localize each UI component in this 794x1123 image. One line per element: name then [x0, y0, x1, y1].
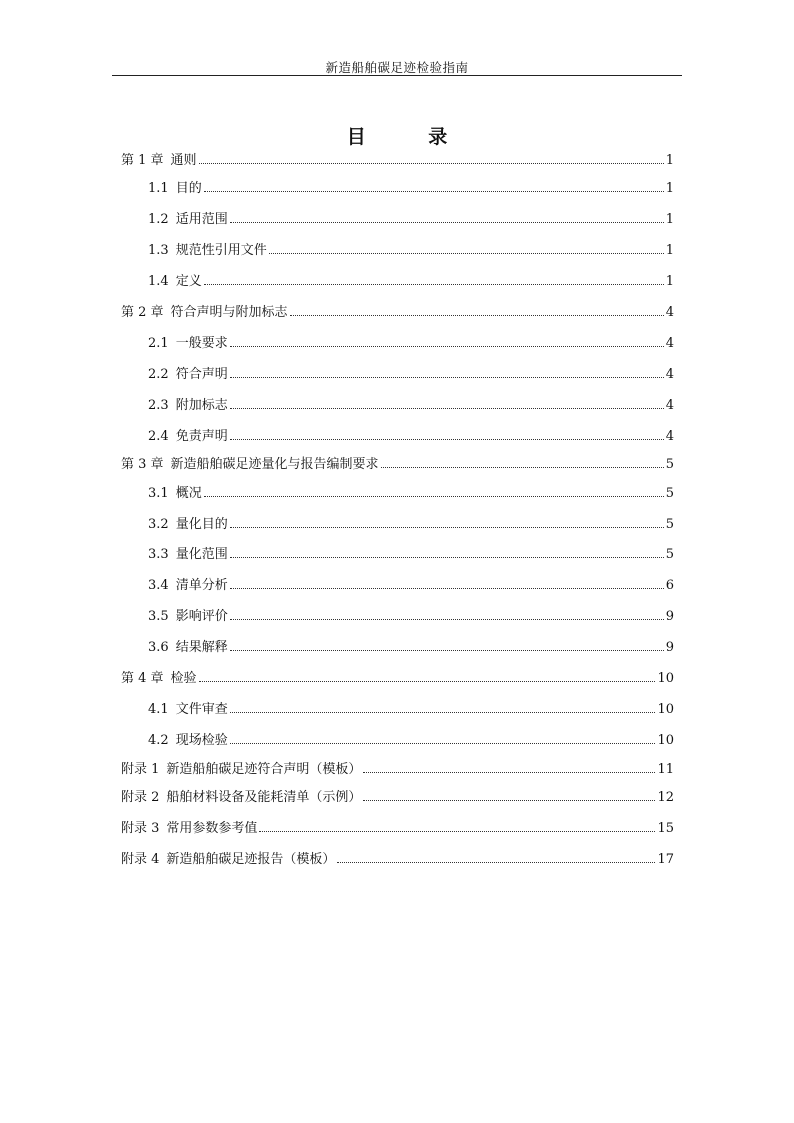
toc-entry-page-number: 1 [665, 212, 674, 227]
toc-entry-number: 3.6 [148, 640, 169, 655]
toc-entry-label: 符合声明与附加标志 [170, 305, 288, 320]
toc-entry-number: 3.2 [148, 517, 169, 532]
toc-entry[interactable] [121, 671, 674, 687]
toc-entry-number: 2.3 [148, 398, 169, 413]
toc-entry-page-number: 12 [657, 790, 674, 805]
toc-entry-number: 第 2 章 [121, 305, 164, 320]
toc-entry-page-number: 4 [665, 305, 674, 320]
toc-entry-label: 检验 [170, 671, 197, 686]
dot-leader [230, 408, 664, 409]
toc-entry-label: 新造船舶碳足迹量化与报告编制要求 [170, 457, 379, 472]
toc-entry-page-number: 4 [665, 336, 674, 351]
toc-entry-number: 第 3 章 [121, 457, 164, 472]
toc-entry[interactable] [121, 852, 674, 868]
toc-entry-page-number: 1 [665, 153, 674, 168]
dot-leader [230, 712, 656, 713]
toc-entry-label: 定义 [175, 274, 202, 289]
toc-entry[interactable] [148, 429, 674, 445]
dot-leader [230, 527, 664, 528]
dot-leader [199, 163, 664, 164]
toc-entry[interactable] [121, 762, 674, 778]
toc-entry-number: 附录 1 [121, 762, 160, 777]
toc-entry-label: 概况 [175, 486, 202, 501]
dot-leader [381, 467, 664, 468]
header-rule [112, 75, 682, 76]
toc-entry-page-number: 10 [657, 671, 674, 686]
toc-entry-page-number: 9 [665, 609, 674, 624]
toc-entry-label: 免责声明 [175, 429, 228, 444]
toc-entry-page-number: 10 [657, 733, 674, 748]
toc-entry-label: 结果解释 [175, 640, 228, 655]
dot-leader [204, 496, 664, 497]
toc-entry-number: 4.1 [148, 702, 169, 717]
toc-entry[interactable] [121, 305, 674, 321]
toc-entry-page-number: 5 [665, 457, 674, 472]
dot-leader [230, 557, 664, 558]
toc-entry-label: 量化范围 [175, 547, 228, 562]
toc-entry[interactable] [148, 274, 674, 290]
toc-entry-page-number: 4 [665, 429, 674, 444]
dot-leader [363, 772, 655, 773]
toc-entry-number: 附录 4 [121, 852, 160, 867]
dot-leader [230, 346, 664, 347]
toc-entry-number: 1.1 [148, 181, 169, 196]
toc-entry[interactable] [148, 181, 674, 197]
toc-entry-page-number: 5 [665, 517, 674, 532]
toc-entry-page-number: 17 [657, 852, 674, 867]
running-header: 新造船舶碳足迹检验指南 [325, 60, 469, 75]
toc-entry-page-number: 1 [665, 274, 674, 289]
toc-entry[interactable] [121, 457, 674, 473]
toc-entry[interactable] [148, 212, 674, 228]
toc-entry-number: 第 4 章 [121, 671, 164, 686]
toc-entry[interactable] [148, 702, 674, 718]
dot-leader [230, 377, 664, 378]
toc-entry-number: 2.1 [148, 336, 169, 351]
toc-entry-label: 常用参数参考值 [166, 821, 258, 836]
toc-entry-label: 一般要求 [175, 336, 228, 351]
toc-entry-number: 2.2 [148, 367, 169, 382]
toc-entry-label: 新造船舶碳足迹报告（模板） [166, 852, 336, 867]
dot-leader [230, 619, 664, 620]
toc-entry[interactable] [148, 398, 674, 414]
toc-entry-label: 影响评价 [175, 609, 228, 624]
toc-entry[interactable] [121, 153, 674, 169]
dot-leader [230, 650, 664, 651]
toc-entry-label: 清单分析 [175, 578, 228, 593]
dot-leader [337, 862, 655, 863]
toc-entry-page-number: 9 [665, 640, 674, 655]
dot-leader [259, 831, 655, 832]
dot-leader [269, 253, 664, 254]
toc-entry-label: 文件审查 [175, 702, 228, 717]
toc-entry-page-number: 5 [665, 486, 674, 501]
toc-entry-number: 1.3 [148, 243, 169, 258]
toc-entry-label: 船舶材料设备及能耗清单（示例） [166, 790, 362, 805]
toc-entry-label: 规范性引用文件 [175, 243, 267, 258]
toc-entry[interactable] [148, 367, 674, 383]
toc-entry-page-number: 6 [665, 578, 674, 593]
toc-entry[interactable] [148, 336, 674, 352]
dot-leader [230, 222, 664, 223]
dot-leader [230, 588, 664, 589]
toc-entry-page-number: 11 [657, 762, 674, 777]
dot-leader [290, 315, 664, 316]
dot-leader [363, 800, 655, 801]
toc-entry-number: 3.1 [148, 486, 169, 501]
toc-entry-label: 目的 [175, 181, 202, 196]
toc-entry-label: 量化目的 [175, 517, 228, 532]
toc-entry-page-number: 5 [665, 547, 674, 562]
dot-leader [230, 439, 664, 440]
toc-entry-label: 符合声明 [175, 367, 228, 382]
toc-entry-label: 附加标志 [175, 398, 228, 413]
toc-entry-number: 1.4 [148, 274, 169, 289]
toc-entry-page-number: 15 [657, 821, 674, 836]
toc-entry[interactable] [148, 733, 674, 749]
toc-entry-number: 附录 2 [121, 790, 160, 805]
toc-entry-number: 附录 3 [121, 821, 160, 836]
toc-entry-page-number: 4 [665, 398, 674, 413]
toc-entry-page-number: 1 [665, 243, 674, 258]
toc-entry[interactable] [148, 517, 674, 533]
toc-entry-label: 现场检验 [175, 733, 228, 748]
toc-entry-number: 1.2 [148, 212, 169, 227]
dot-leader [199, 681, 656, 682]
toc-entry-page-number: 1 [665, 181, 674, 196]
dot-leader [230, 743, 656, 744]
toc-entry[interactable] [121, 790, 674, 806]
toc-entry-number: 3.5 [148, 609, 169, 624]
toc-entry-label: 适用范围 [175, 212, 228, 227]
dot-leader [204, 191, 664, 192]
toc-entry-number: 3.4 [148, 578, 169, 593]
toc-entry[interactable] [121, 821, 674, 837]
toc-entry[interactable] [148, 547, 674, 563]
toc-entry-page-number: 4 [665, 367, 674, 382]
toc-title: 目 录 [346, 126, 476, 148]
toc-entry-page-number: 10 [657, 702, 674, 717]
toc-entry-number: 4.2 [148, 733, 169, 748]
toc-entry[interactable] [148, 243, 674, 259]
toc-entry[interactable] [148, 609, 674, 625]
toc-entry[interactable] [148, 486, 674, 502]
toc-entry-number: 2.4 [148, 429, 169, 444]
toc-entry-number: 3.3 [148, 547, 169, 562]
toc-entry-label: 通则 [170, 153, 197, 168]
toc-entry[interactable] [148, 578, 674, 594]
dot-leader [204, 284, 664, 285]
toc-entry[interactable] [148, 640, 674, 656]
toc-entry-number: 第 1 章 [121, 153, 164, 168]
toc-entry-label: 新造船舶碳足迹符合声明（模板） [166, 762, 362, 777]
